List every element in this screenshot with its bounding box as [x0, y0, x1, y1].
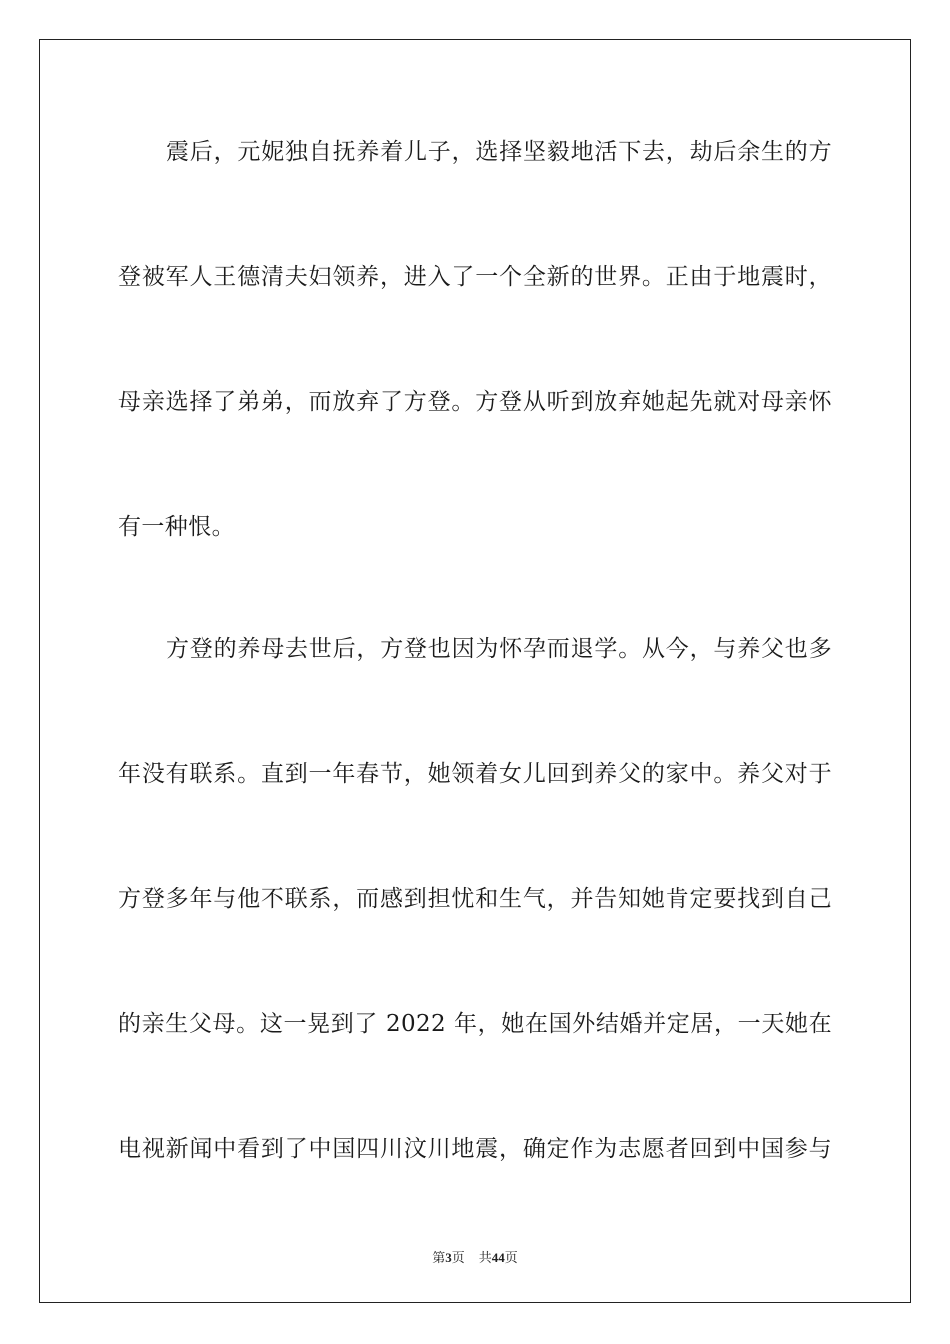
total-suffix: 页 [504, 1250, 518, 1265]
text-line: 登被军人王德清夫妇领养，进入了一个全新的世界。正由于地震时， [118, 264, 832, 290]
total-prefix: 共 [478, 1250, 492, 1265]
page-number: 3 [445, 1250, 452, 1265]
text-line: 有一种恨。 [118, 514, 235, 540]
page-prefix: 第 [432, 1250, 446, 1265]
page-footer [0, 1247, 950, 1266]
text-line: 的亲生父母。这一晃到了 2022 年，她在国外结婚并定居，一天她在 [118, 1011, 832, 1037]
total-pages: 44 [491, 1250, 505, 1265]
text-line: 方登的养母去世后，方登也因为怀孕而退学。从今，与养父也多 [166, 636, 832, 662]
text-line: 母亲选择了弟弟，而放弃了方登。方登从听到放弃她起先就对母亲怀 [118, 389, 832, 415]
page-suffix: 页 [451, 1250, 465, 1265]
text-line: 震后，元妮独自抚养着儿子，选择坚毅地活下去，劫后余生的方 [166, 139, 832, 165]
text-line: 电视新闻中看到了中国四川汶川地震，确定作为志愿者回到中国参与 [118, 1136, 832, 1162]
page-border [39, 39, 911, 1303]
text-line: 方登多年与他不联系，而感到担忧和生气，并告知她肯定要找到自己 [118, 886, 832, 912]
text-line: 年没有联系。直到一年春节，她领着女儿回到养父的家中。养父对于 [118, 761, 832, 787]
